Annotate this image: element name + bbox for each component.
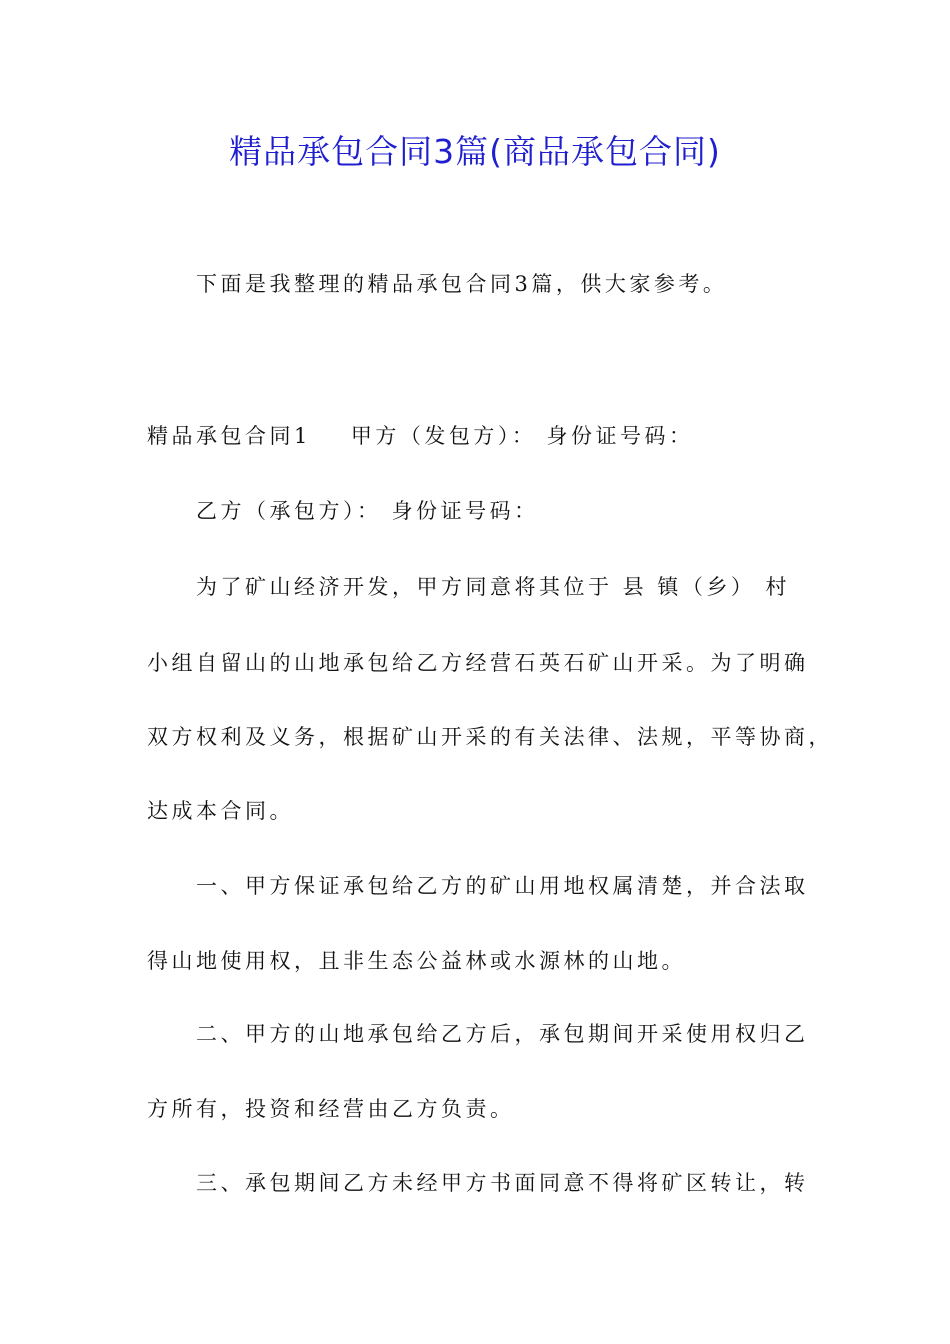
body-line: 一、甲方保证承包给乙方的矿山用地权属清楚，并合法取 bbox=[196, 874, 809, 898]
section-heading-line bbox=[147, 420, 847, 452]
intro-paragraph: 下面是我整理的精品承包合同3篇，供大家参考。 bbox=[196, 272, 728, 296]
body-line: 达成本合同。 bbox=[147, 799, 294, 823]
body-line: 二、甲方的山地承包给乙方后，承包期间开采使用权归乙 bbox=[196, 1022, 809, 1046]
body-line: 方所有，投资和经营由乙方负责。 bbox=[147, 1097, 515, 1121]
body-line: 为了矿山经济开发，甲方同意将其位于 县 镇（乡） 村 bbox=[196, 575, 791, 599]
body-line: 双方权利及义务，根据矿山开采的有关法律、法规，平等协商， bbox=[147, 725, 833, 749]
body-line: 三、承包期间乙方未经甲方书面同意不得将矿区转让，转 bbox=[196, 1171, 809, 1195]
party-b-line: 乙方（承包方）： 身份证号码： bbox=[196, 499, 539, 523]
party-a-line: 甲方（发包方）： 身份证号码： bbox=[350, 424, 694, 448]
section-heading: 精品承包合同1 bbox=[147, 424, 311, 448]
body-line: 小组自留山的山地承包给乙方经营石英石矿山开采。为了明确 bbox=[147, 651, 809, 675]
document-title: 精品承包合同3篇(商品承包合同) bbox=[229, 132, 721, 171]
body-line: 得山地使用权，且非生态公益林或水源林的山地。 bbox=[147, 949, 686, 973]
